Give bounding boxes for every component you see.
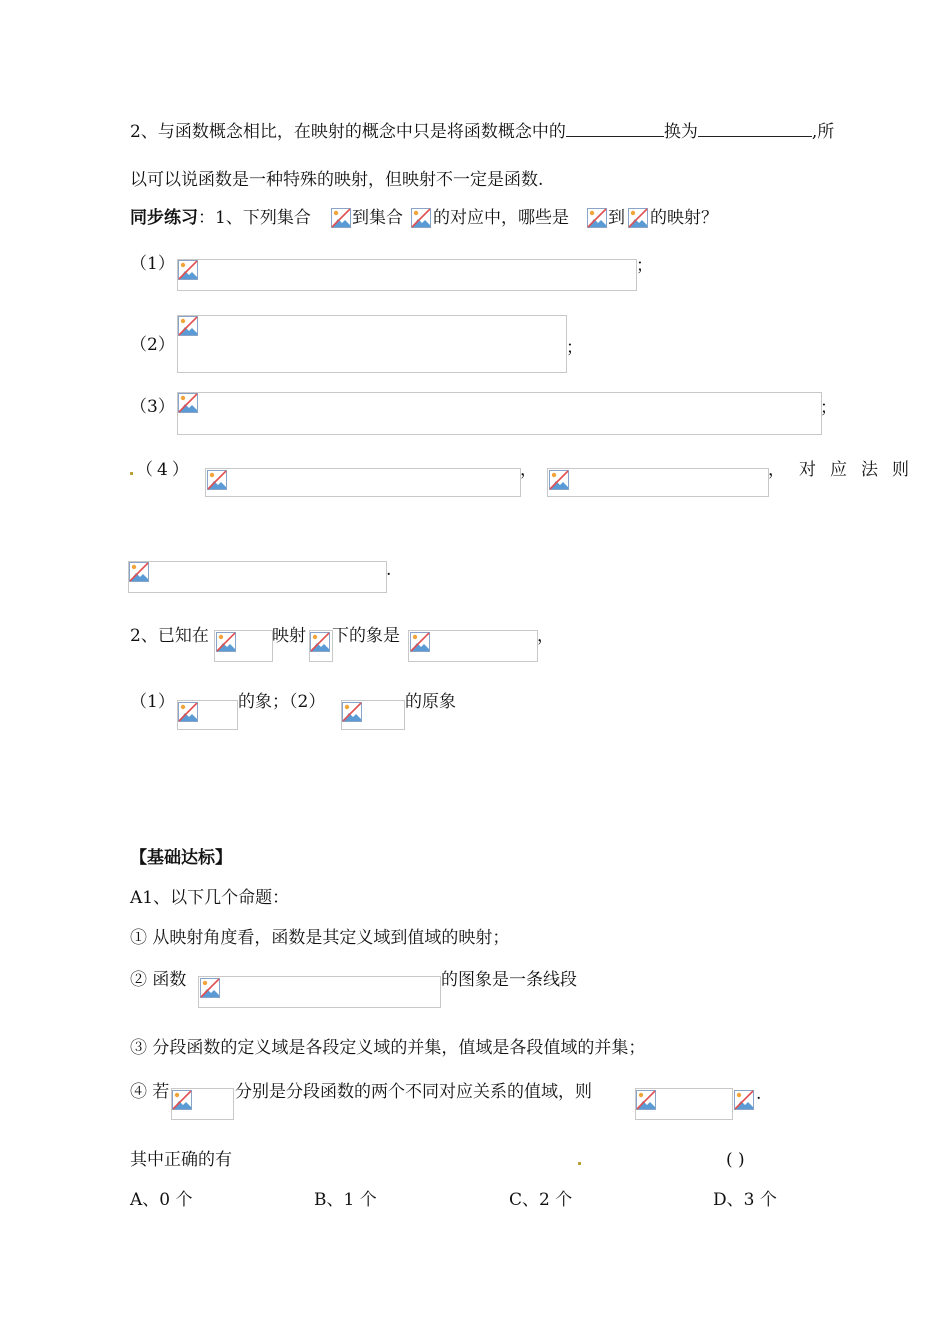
exercise-q2: 2、已知在 [130,626,209,646]
correct-count-question: 其中正确的有 [130,1150,232,1170]
statement-2: ② 函数 [130,970,187,990]
formula-image-icon [207,470,227,490]
option-d[interactable]: D、3 个 [713,1190,777,1210]
fill-blank-2[interactable] [698,122,812,137]
formula-box-3 [177,392,822,435]
formula-image-icon [549,470,569,490]
formula-image-icon [178,316,198,336]
option-a[interactable]: A、0 个 [130,1190,193,1210]
formula-image-icon [734,1090,754,1110]
q2-part1-label: （1） [130,692,175,712]
rule-text: ，对应法则 [768,460,923,480]
formula-image-icon [178,260,198,280]
formula-box-4a [205,468,521,497]
exercise-q1: 同步练习：1、下列集合 [130,208,311,228]
formula-image-icon [178,702,198,722]
item-4-label: （4） [136,460,193,480]
formula-box-1 [177,259,637,291]
marker-dot [578,1162,581,1165]
formula-image-icon [129,562,149,582]
section-title: 【基础达标】 [130,848,232,868]
exercise-label: 同步练习 [130,208,198,228]
formula-image-icon [342,702,362,722]
option-b[interactable]: B、1 个 [314,1190,377,1210]
formula-image-icon [411,208,431,228]
para2-line1: 2、与函数概念相比，在映射的概念中只是将函数概念中的 换为 ,所 [130,122,835,142]
formula-image-icon [410,632,430,652]
a1-question: A1、以下几个命题： [130,888,290,908]
statement-4: ④ 若 [130,1082,170,1102]
statement-3: ③ 分段函数的定义域是各段定义域的并集，值域是各段值域的并集； [130,1038,646,1058]
formula-image-icon [331,208,351,228]
para2-line2: 以可以说函数是一种特殊的映射，但映射不一定是函数. [130,170,544,190]
formula-box-s2 [198,976,441,1008]
fill-blank-1[interactable] [566,122,664,137]
formula-box-2 [177,315,567,373]
option-c[interactable]: C、2 个 [509,1190,573,1210]
formula-image-icon [310,632,330,652]
formula-image-icon [178,393,198,413]
formula-image-icon [200,978,220,998]
statement-1: ① 从映射角度看，函数是其定义域到值域的映射； [130,928,510,948]
marker-dot [130,472,133,475]
item-2-label: （2） [130,335,175,355]
formula-image-icon [636,1090,656,1110]
answer-paren: ( ) [726,1150,745,1170]
formula-box-4b [547,468,769,497]
item-3-label: （3） [130,397,175,417]
formula-box-4c [128,561,387,593]
formula-image-icon [587,208,607,228]
formula-image-icon [216,632,236,652]
formula-image-icon [628,208,648,228]
formula-image-icon [172,1090,192,1110]
item-1-label: （1） [130,254,175,274]
